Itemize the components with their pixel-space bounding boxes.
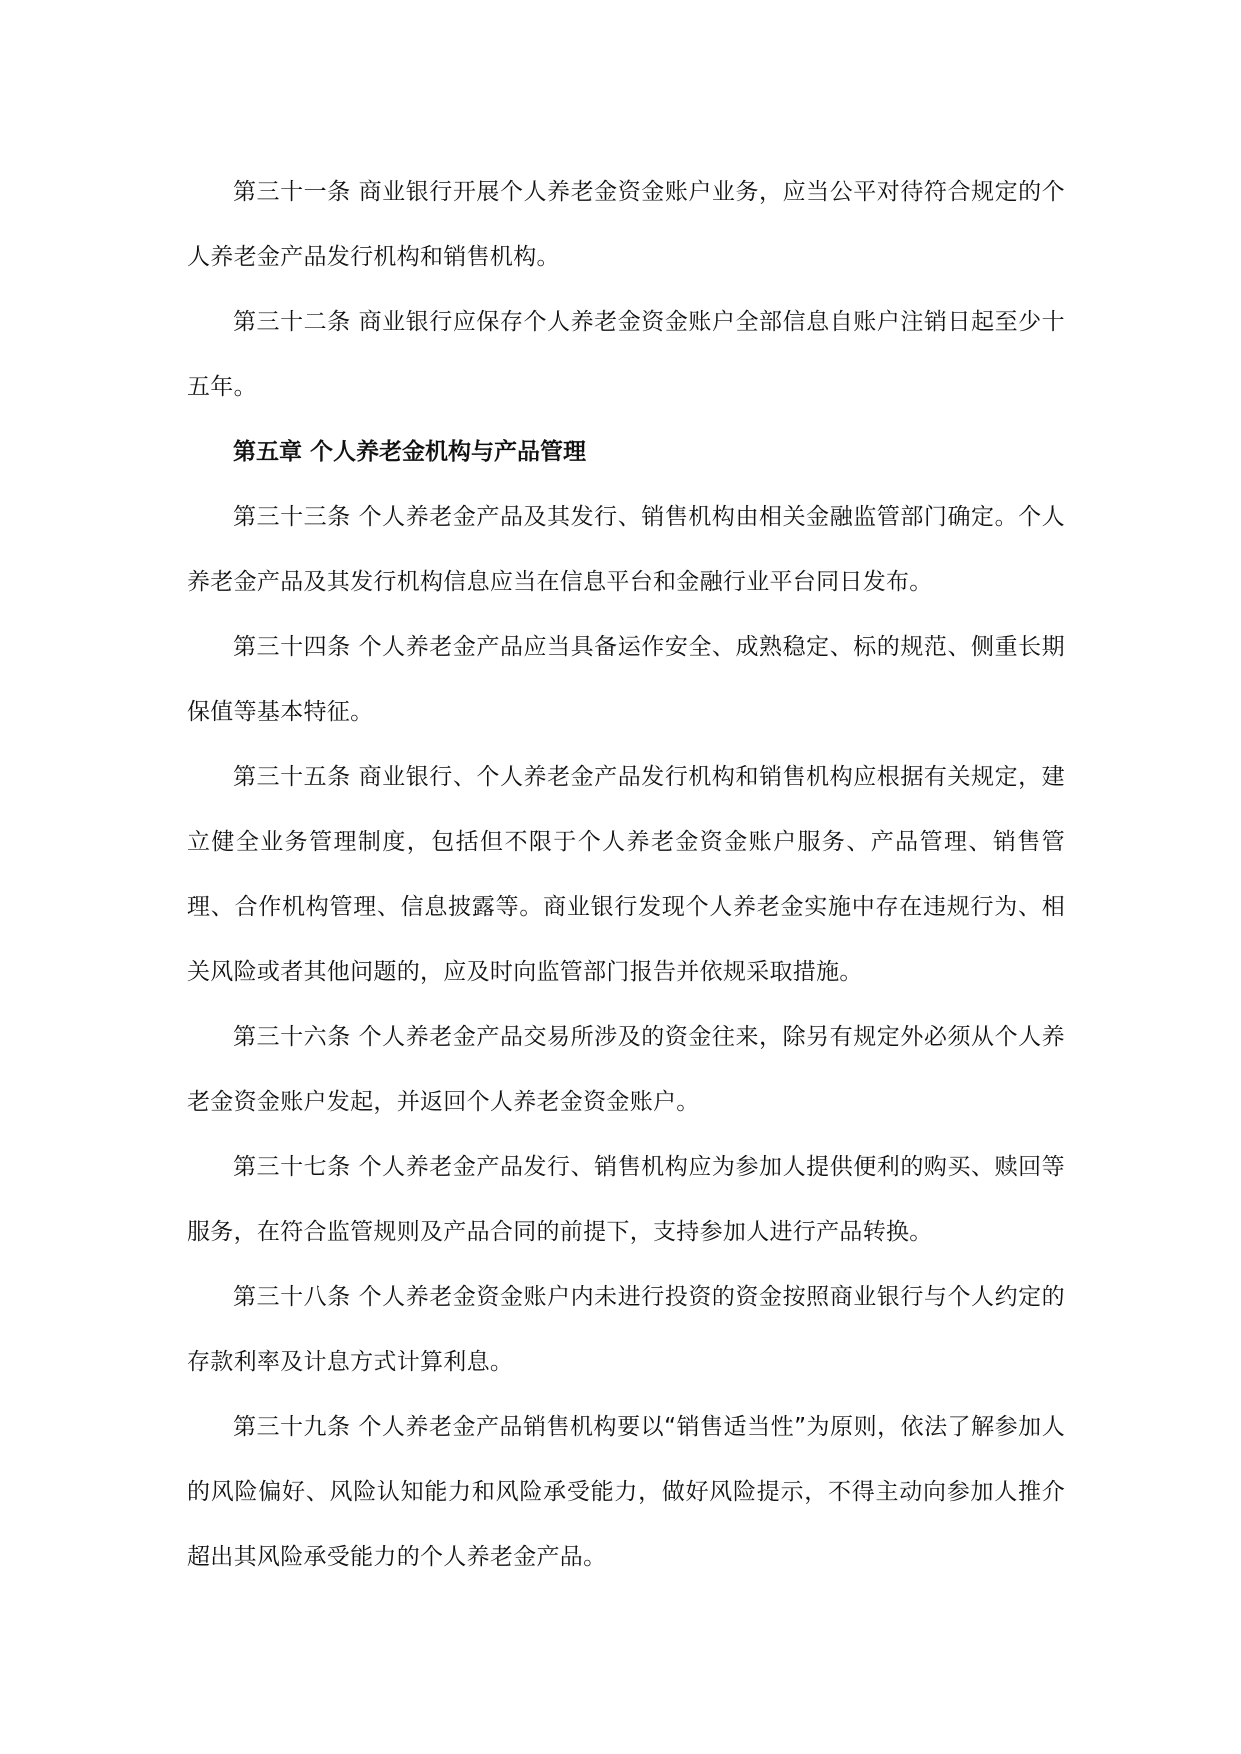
article-32: 第三十二条 商业银行应保存个人养老金资金账户全部信息自账户注销日起至少十五年。 bbox=[187, 309, 1065, 400]
article-31: 第三十一条 商业银行开展个人养老金资金账户业务，应当公平对待符合规定的个人养老金产品发行机构和销售机构。 bbox=[187, 179, 1065, 270]
article-39: 第三十九条 个人养老金产品销售机构要以“销售适当性”为原则，依法了解参加人的风险偏好、风险认知能力和风险承受能力，做好风险提示，不得主动向参加人推介超出其风险承受能力的个人养老金产品。 bbox=[187, 1414, 1065, 1570]
chapter-heading: 第五章 个人养老金机构与产品管理 bbox=[233, 439, 587, 465]
article-38: 第三十八条 个人养老金资金账户内未进行投资的资金按照商业银行与个人约定的存款利率及计息方式计算利息。 bbox=[187, 1284, 1065, 1375]
article-33: 第三十三条 个人养老金产品及其发行、销售机构由相关金融监管部门确定。个人养老金产品及其发行机构信息应当在信息平台和金融行业平台同日发布。 bbox=[187, 504, 1065, 595]
article-34: 第三十四条 个人养老金产品应当具备运作安全、成熟稳定、标的规范、侧重长期保值等基本特征。 bbox=[187, 634, 1065, 725]
article-35: 第三十五条 商业银行、个人养老金产品发行机构和销售机构应根据有关规定，建立健全业务管理制度，包括但不限于个人养老金资金账户服务、产品管理、销售管理、合作机构管理、信息披露等。商业银行发现个人养老金实施中存在违规行为、相关风险或者其他问题的，应及时向监管部门报告并依规采取措施。 bbox=[187, 764, 1065, 985]
article-36: 第三十六条 个人养老金产品交易所涉及的资金往来，除另有规定外必须从个人养老金资金账户发起，并返回个人养老金资金账户。 bbox=[187, 1024, 1065, 1115]
document-body bbox=[187, 160, 1065, 1590]
article-37: 第三十七条 个人养老金产品发行、销售机构应为参加人提供便利的购买、赎回等服务，在符合监管规则及产品合同的前提下，支持参加人进行产品转换。 bbox=[187, 1154, 1065, 1245]
